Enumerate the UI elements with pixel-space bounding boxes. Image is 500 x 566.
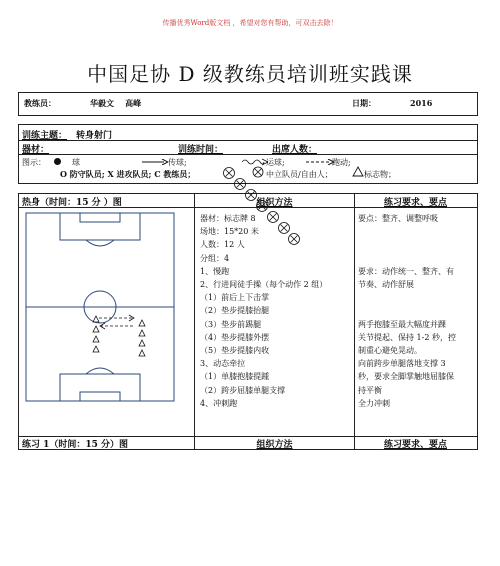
org-line: 器材：标志牌 8 bbox=[200, 214, 256, 223]
org-line: （2）垫步提膝抬腿 bbox=[200, 306, 270, 316]
attendance-label: 出席人数： bbox=[272, 145, 318, 155]
theme-label: 训练主题： bbox=[22, 131, 68, 141]
org-line: （4）垫步提膝外摆 bbox=[200, 332, 270, 342]
org-line: 场地：15*20 米 bbox=[200, 227, 259, 237]
legend-roles: O 防守队员; X 进攻队员; C 教练员； bbox=[60, 169, 196, 179]
legend-marker: 标志物； bbox=[364, 170, 396, 179]
org-line: （1）前后上下击掌 bbox=[200, 293, 270, 303]
pass-arrow-icon bbox=[142, 159, 168, 165]
legend-prefix: 图示： bbox=[22, 158, 46, 167]
req-line: 节奏、动作舒展 bbox=[358, 280, 414, 290]
coach-label: 教练员： bbox=[24, 98, 56, 108]
org-line: 分组：4 bbox=[200, 253, 230, 263]
theme-value: 转身射门 bbox=[76, 131, 113, 141]
req-line: 两手抱膝至最大幅度并踝 bbox=[358, 319, 446, 329]
date-value: 2016 bbox=[410, 98, 433, 108]
date-label: 日期： bbox=[352, 98, 376, 108]
exercise1-req-header: 练习要求、要点 bbox=[383, 440, 447, 450]
req-line: 秒，要求全脚掌触地屈膝保 bbox=[358, 372, 454, 382]
warmup-org-list bbox=[200, 212, 327, 410]
cone-markers bbox=[93, 316, 145, 356]
req-line: 持平衡 bbox=[358, 385, 382, 395]
coach-names: 华毅文 高峰 bbox=[90, 98, 142, 108]
org-line: （3）垫步前踢腿 bbox=[200, 319, 262, 329]
org-line: 4、冲刺跑 bbox=[200, 398, 238, 408]
org-line: （5）垫步提膝内收 bbox=[200, 346, 270, 356]
warmup-req-list bbox=[358, 212, 456, 410]
legend-run: 跑动; bbox=[332, 158, 351, 167]
org-line: 1、慢跑 bbox=[200, 266, 230, 276]
org-line: 人数：12 人 bbox=[200, 240, 245, 250]
req-line bbox=[358, 225, 456, 238]
dribble-arrow-icon bbox=[242, 158, 268, 166]
req-line bbox=[358, 291, 456, 304]
org-line: （2）跨步屈膝单腿支撑 bbox=[200, 385, 286, 395]
run-arrow-icon bbox=[306, 159, 334, 165]
legend-ball: 球 bbox=[72, 158, 80, 167]
equipment-label: 器材： bbox=[22, 145, 50, 155]
org-line: 3、动态牵拉 bbox=[200, 359, 246, 369]
req-line: 制重心避免晃动。 bbox=[358, 346, 422, 356]
legend-dribble: 运球; bbox=[266, 158, 285, 167]
ball-icon bbox=[54, 158, 61, 165]
header-note: 传播优秀Word版文档 ，希望对您有帮助，可双击去除！ bbox=[162, 19, 338, 27]
org-line: （1）单膝抱膝提踵 bbox=[200, 372, 270, 382]
marker-cone-icon bbox=[352, 166, 364, 177]
warmup-org-header: 组织方法 bbox=[256, 198, 293, 208]
req-line bbox=[358, 238, 456, 251]
req-line: 关节提起、保持 1-2 秒，控 bbox=[358, 332, 456, 342]
org-line: 2、行进间徒手操（每个动作 2 组） bbox=[200, 280, 328, 290]
req-line: 要点：整齐、调整呼吸 bbox=[358, 214, 438, 223]
page-title: 中国足协 D 级教练员培训班实践课 bbox=[87, 62, 413, 86]
duration-label: 训练时间： bbox=[178, 145, 224, 155]
req-line bbox=[358, 252, 456, 265]
req-line: 要求：动作统一、整齐、有 bbox=[358, 266, 454, 276]
exercise1-org-header: 组织方法 bbox=[256, 440, 293, 450]
pitch-diagram bbox=[25, 212, 175, 402]
warmup-req-header: 练习要求、要点 bbox=[383, 198, 447, 208]
legend-neutral: 中立队员/自由人； bbox=[266, 170, 333, 179]
exercise1-header: 练习 1（时间：15 分）图 bbox=[22, 440, 129, 450]
req-line: 向前跨步单腿落地支撑 3 bbox=[358, 359, 446, 369]
req-line: 全力冲刺 bbox=[358, 398, 390, 408]
legend-pass: 传球; bbox=[168, 158, 187, 167]
warmup-header: 热身（时间：15 分 ）图 bbox=[22, 198, 122, 208]
info-row bbox=[18, 92, 478, 116]
req-line bbox=[358, 304, 456, 317]
